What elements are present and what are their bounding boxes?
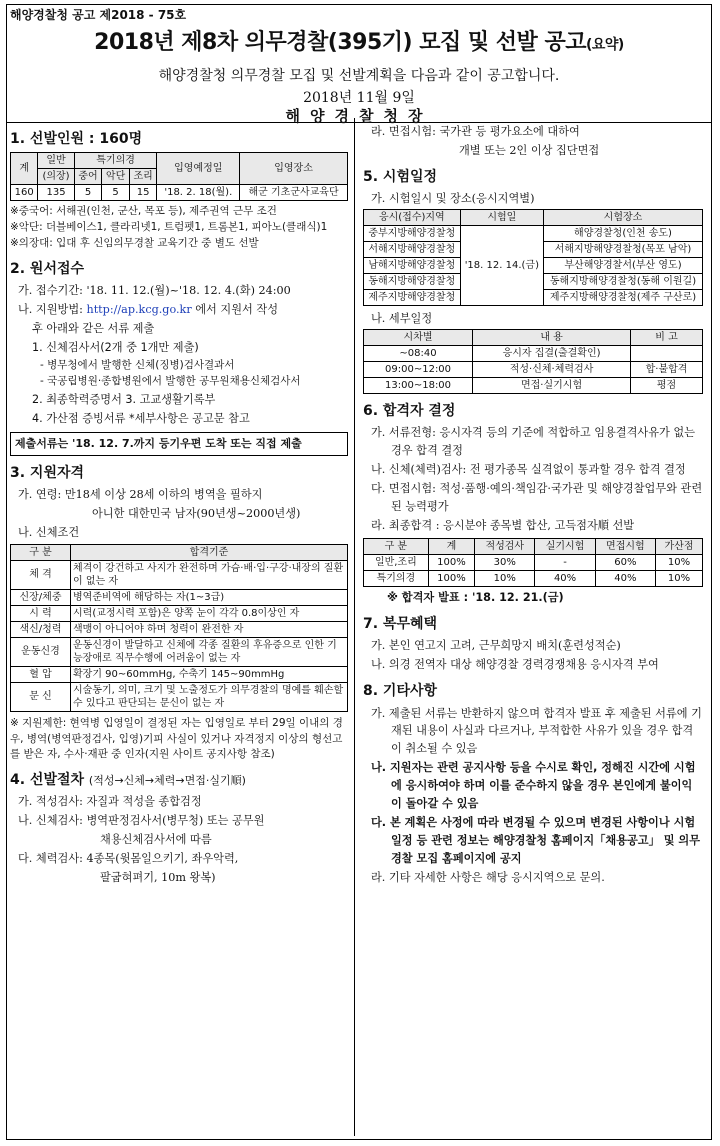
- misc-item: 나. 지원자는 관련 공지사항 등을 수시로 확인, 정해진 시간에 시험에 응시하여야 하며 이를 준수하지 않을 경우 본인에게 불이익이 돌아갈 수 있음: [371, 761, 696, 811]
- left-column: [10, 122, 348, 888]
- table-cell: 서해지방해양경찰청: [364, 242, 461, 258]
- label: 가. 접수기간:: [18, 284, 83, 298]
- th-exam-date: 시험일: [460, 210, 543, 226]
- table-cell: 색신/청력: [11, 621, 71, 637]
- table-cell: 남해지방해양경찰청: [364, 258, 461, 274]
- th-content: 내 용: [473, 330, 631, 346]
- th-general-sub: (의장): [38, 169, 74, 185]
- table-row: [11, 605, 348, 621]
- section-3-title: 3. 지원자격: [10, 464, 85, 481]
- value: 만18세 이상 28세 이하의 병역을 필하지: [64, 488, 263, 502]
- body-req-label: 나. 신체조건: [18, 525, 80, 539]
- column-divider: [354, 118, 355, 1136]
- th-time: 시차별: [364, 330, 473, 346]
- th-practical: 실기시험: [535, 539, 595, 555]
- doc-item: - 국공립병원·종합병원에서 발행한 공무원채용신체검사서: [40, 375, 301, 388]
- apply-period: [10, 282, 348, 300]
- table-cell: 시력(교정시력 포함)은 양쪽 눈이 각각 0.8이상인 자: [71, 605, 348, 621]
- table-row: [11, 666, 348, 682]
- procedure-item: 가. 적성검사: 자질과 적성을 종합검정: [18, 795, 202, 809]
- issuing-agency: 해양경찰청장: [285, 107, 433, 125]
- table-cell: 해양경찰청(인천 송도): [544, 226, 703, 242]
- table-cell: '18. 12. 14.(금): [460, 226, 543, 306]
- table-cell: 10%: [475, 571, 535, 587]
- section-4-title: [10, 769, 348, 791]
- age-req: [10, 486, 348, 504]
- value: 에서 지원서 작성: [195, 302, 279, 316]
- detail-schedule-label: 나. 세부일정: [371, 312, 433, 326]
- table-row: [11, 589, 348, 605]
- doc-item: 2. 최종학력증명서 3. 고교생활기록부: [32, 393, 216, 407]
- table-cell: 40%: [535, 571, 595, 587]
- notice-number: 해양경찰청 공고 제2018 - 75호: [10, 8, 187, 22]
- table-cell: 제주지방해양경찰청(제주 구산로): [544, 290, 703, 306]
- physical-criteria-table: [10, 544, 348, 712]
- th-category: 구 분: [11, 544, 71, 560]
- table-cell: 운동신경이 발달하고 신체에 각종 질환의 후유증으로 인한 기능장애로 직무수행에 어려움이 없는 자: [71, 637, 348, 666]
- note-honor-guard: ※의장대: 입대 후 신임의무경찰 교육기간 중 별도 선발: [10, 236, 259, 249]
- decision-item: 나. 신체(체력)검사: 전 평가종목 실격없이 통과할 경우 합격 결정: [371, 463, 686, 477]
- table-cell: 면접·실기시험: [473, 378, 631, 394]
- procedure-item: 다. 체력검사: 4종목(윗몸일으키기, 좌우악력,: [18, 852, 239, 866]
- table-cell: 적성·신체·체력검사: [473, 362, 631, 378]
- th-special-sub: 조리: [129, 169, 157, 185]
- recruit-count-table: [10, 152, 348, 201]
- table-cell: 30%: [475, 555, 535, 571]
- th-general: 일반: [38, 153, 74, 169]
- interview-item: 라. 면접시험: 국가관 등 평가요소에 대하여: [371, 125, 580, 138]
- th-total: 계: [428, 539, 474, 555]
- table-cell: 40%: [595, 571, 655, 587]
- doc-item: 1. 신체검사서(2개 중 1개만 제출): [32, 340, 199, 354]
- th-interview: 면접시험: [595, 539, 655, 555]
- subtitle: (적성→신체→체력→면접·실기順): [88, 774, 246, 788]
- procedure-item: 나. 신체검사: 병역판정검사서(병무청) 또는 공무원: [18, 814, 265, 828]
- table-row: [364, 346, 703, 362]
- table-row: [364, 555, 703, 571]
- table-cell: 160: [11, 185, 38, 201]
- th-special-sub: 악단: [102, 169, 130, 185]
- th-exam-place: 시험장소: [544, 210, 703, 226]
- document-header: [7, 5, 711, 123]
- th-place: 입영장소: [240, 153, 348, 185]
- table-cell: 체격이 강건하고 사지가 완전하며 가슴·배·입·구강·내장의 질환이 없는 자: [71, 560, 348, 589]
- th-total: 계: [11, 153, 38, 185]
- table-cell: 135: [38, 185, 74, 201]
- procedure-item: 팔굽혀펴기, 10m 왕복): [100, 871, 216, 885]
- misc-item: 가. 제출된 서류는 반환하지 않으며 합격자 발표 후 제출된 서류에 기재된 내용이 사실과 다르거나, 부적합한 사유가 있을 경우 합격이 취소될 수 있음: [371, 706, 702, 756]
- apply-site-link[interactable]: http://ap.kcg.go.kr: [86, 302, 192, 316]
- table-cell: 100%: [428, 555, 474, 571]
- doc-item: - 병무청에서 발행한 신체(징병)검사결과서: [40, 358, 235, 371]
- th-category: 구 분: [364, 539, 429, 555]
- score-weight-table: [363, 538, 703, 587]
- table-row: [364, 362, 703, 378]
- value: '18. 11. 12.(월)~'18. 12. 4.(화) 24:00: [86, 284, 291, 298]
- table-cell: 특기의경: [364, 571, 429, 587]
- detail-schedule-table: [363, 329, 703, 394]
- intro-text: 해양경찰청 의무경찰 모집 및 선발계획을 다음과 같이 공고합니다.: [158, 68, 560, 84]
- table-cell: 60%: [595, 555, 655, 571]
- table-cell: 15: [129, 185, 157, 201]
- table-cell: 서해지방해양경찰청(목포 남악): [544, 242, 703, 258]
- result-announcement: ※ 합격자 발표 : '18. 12. 21.(금): [387, 591, 564, 604]
- title-suffix: (요약): [585, 37, 624, 53]
- restriction-footnote: ※ 지원제한: 현역병 입영일이 결정된 자는 입영일로 부터 29일 이내의 경우, 병역(병역판정검사, 입영)기피 사실이 있거나 자격정지 이상의 형선고를 받은 자, 수사·재판 중 인자(지원 사이트 공지사항 참조): [10, 716, 343, 761]
- exam-location-label: 가. 시험일시 및 장소(응시지역별): [371, 192, 535, 206]
- misc-item: 다. 본 계획은 사정에 따라 변경될 수 있으며 변경된 사항이나 시험일정 등 관련 정보는 해양경찰청 홈페이지「채용공고」 및 의무경찰 모집 홈페이지에 공지: [371, 816, 701, 865]
- section-5-title: 5. 시험일정: [363, 168, 438, 185]
- th-region: 응시(접수)지역: [364, 210, 461, 226]
- table-cell: 100%: [428, 571, 474, 587]
- interview-item-cont: 개별 또는 2인 이상 집단면접: [459, 143, 600, 157]
- table-row: [11, 637, 348, 666]
- right-column: [363, 122, 703, 888]
- label: 나. 지원방법:: [18, 302, 83, 316]
- table-cell: 해군 기초군사교육단: [240, 185, 348, 201]
- table-cell: 10%: [656, 571, 703, 587]
- table-cell: 일반,조리: [364, 555, 429, 571]
- table-row: [364, 571, 703, 587]
- table-cell: 10%: [656, 555, 703, 571]
- table-row: [11, 185, 348, 201]
- section-7-title: 7. 복무혜택: [363, 615, 438, 632]
- table-cell: 동해지방해양경찰청: [364, 274, 461, 290]
- note-chinese: ※중국어: 서해권(인천, 군산, 목포 등), 제주권역 근무 조건: [10, 205, 277, 218]
- table-cell: 시술동기, 의미, 크기 및 노출정도가 의무경찰의 명예를 훼손할 수 있다고 판단되는 문신이 없는 자: [71, 682, 348, 711]
- section-2-title: 2. 원서접수: [10, 260, 85, 277]
- benefit-item: 가. 본인 연고지 고려, 근무희망지 배치(훈련성적순): [371, 639, 621, 653]
- table-cell: 평점: [631, 378, 703, 394]
- th-criteria: 합격기준: [71, 544, 348, 560]
- table-cell: 13:00~18:00: [364, 378, 473, 394]
- misc-item: 라. 기타 자세한 사항은 해당 응시지역으로 문의.: [371, 870, 605, 884]
- section-8-title: 8. 기타사항: [363, 683, 438, 700]
- table-cell: 운동신경: [11, 637, 71, 666]
- table-cell: 병역준비역에 해당하는 자(1~3급): [71, 589, 348, 605]
- decision-item: 다. 면접시험: 적성·품행·예의·책임감·국가관 및 해양경찰업무와 관련된 능력평가: [371, 482, 703, 514]
- age-req-cont: 아니한 대한민국 남자(90년생~2000년생): [92, 506, 301, 520]
- section-6-title: 6. 합격자 결정: [363, 403, 456, 420]
- table-row: [11, 682, 348, 711]
- note-band: ※악단: 더블베이스1, 클라리넷1, 트럼펫1, 트롬본1, 피아노(클래식)1: [10, 221, 328, 234]
- table-cell: 제주지방해양경찰청: [364, 290, 461, 306]
- table-cell: 확장기 90~60mmHg, 수축기 145~90mmHg: [71, 666, 348, 682]
- th-remark: 비 고: [631, 330, 703, 346]
- apply-method: [10, 301, 348, 319]
- table-cell: 09:00~12:00: [364, 362, 473, 378]
- table-cell: 응시자 집결(출결확인): [473, 346, 631, 362]
- th-aptitude: 적성검사: [475, 539, 535, 555]
- table-cell: 혈 압: [11, 666, 71, 682]
- th-special-sub: 중어: [74, 169, 102, 185]
- table-row: [11, 621, 348, 637]
- apply-method-cont: 후 아래와 같은 서류 제출: [32, 321, 155, 335]
- section-1-title: 1. 선발인원 : 160명: [10, 131, 143, 147]
- th-special: 특기의경: [74, 153, 157, 169]
- th-date: 입영예정일: [157, 153, 240, 185]
- table-cell: 동해지방해양경찰청(동해 이원길): [544, 274, 703, 290]
- table-cell: 5: [74, 185, 102, 201]
- table-cell: 합·불합격: [631, 362, 703, 378]
- exam-location-table: [363, 209, 703, 306]
- table-cell: 시 력: [11, 605, 71, 621]
- table-row: [11, 560, 348, 589]
- table-row: [364, 226, 703, 242]
- table-cell: 신장/체중: [11, 589, 71, 605]
- decision-item: 라. 최종합격 : 응시분야 종목별 합산, 고득점자順 선발: [371, 519, 635, 533]
- decision-item: 가. 서류전형: 응시자격 등의 기준에 적합하고 임용결격사유가 없는 경우 합격 결정: [371, 426, 696, 458]
- procedure-item: 채용신체검사서에 따름: [100, 833, 212, 847]
- table-cell: 부산해양경찰서(부산 영도): [544, 258, 703, 274]
- document-title: [7, 25, 711, 56]
- table-cell: '18. 2. 18(월).: [157, 185, 240, 201]
- table-cell: 체 격: [11, 560, 71, 589]
- title-main: 2018년 제8차 의무경찰(395기) 모집 및 선발 공고: [94, 30, 586, 55]
- notice-date: 2018년 11월 9일: [303, 90, 415, 106]
- title: 4. 선발절차: [10, 772, 85, 789]
- table-cell: ~08:40: [364, 346, 473, 362]
- table-cell: 중부지방해양경찰청: [364, 226, 461, 242]
- doc-item: 4. 가산점 증빙서류 *세부사항은 공고문 참고: [32, 412, 250, 426]
- table-cell: [631, 346, 703, 362]
- table-cell: 색맹이 아니어야 하며 청력이 완전한 자: [71, 621, 348, 637]
- table-cell: 5: [102, 185, 130, 201]
- table-cell: -: [535, 555, 595, 571]
- label: 가. 연령:: [18, 488, 62, 502]
- benefit-item: 나. 의경 전역자 대상 해양경찰 경력경쟁채용 응시자격 부여: [371, 658, 659, 672]
- table-cell: 문 신: [11, 682, 71, 711]
- th-bonus: 가산점: [656, 539, 703, 555]
- table-row: [364, 378, 703, 394]
- deadline-box: 제출서류는 '18. 12. 7.까지 등기우편 도착 또는 직접 제출: [10, 432, 348, 456]
